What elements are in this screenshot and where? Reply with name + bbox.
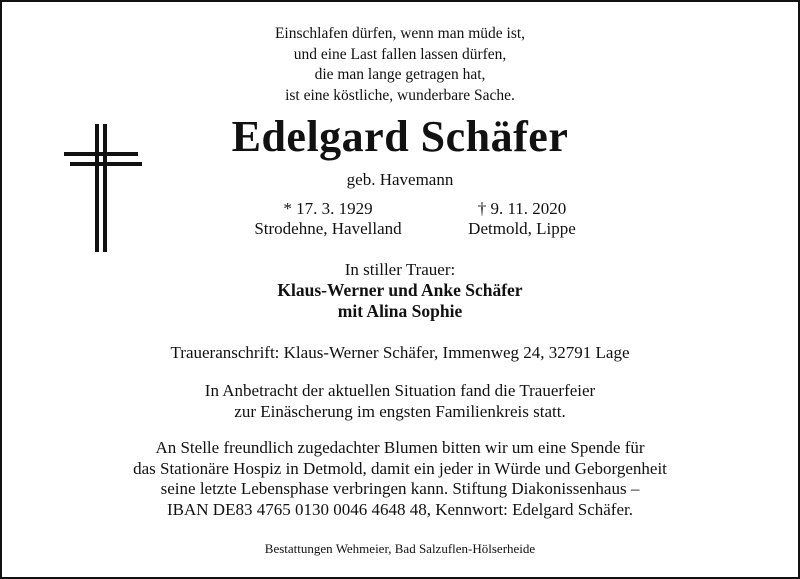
- poem-line: ist eine köstliche, wunderbare Sache.: [285, 86, 515, 104]
- birth-date: * 17. 3. 1929: [283, 199, 373, 218]
- death-date: † 9. 11. 2020: [477, 199, 567, 218]
- deceased-name: Edelgard Schäfer: [231, 112, 569, 161]
- ceremony-line: In Anbetracht der aktuellen Situation fand die Trauerfeier: [204, 381, 596, 400]
- donation-line: IBAN DE83 4765 0130 0046 4648 48, Kennwort: Edelgard Schäfer.: [166, 499, 633, 519]
- donation-line: An Stelle freundlich zugedachter Blumen bitten wir um eine Spende für: [155, 438, 645, 457]
- mourner-names: Klaus-Werner und Anke Schäfer: [277, 280, 523, 300]
- poem: [2, 24, 798, 106]
- mourners: [2, 259, 798, 322]
- mourning-address: Traueranschrift: Klaus-Werner Schäfer, Immenweg 24, 32791 Lage: [170, 343, 630, 362]
- maiden-name: geb. Havemann: [346, 170, 454, 189]
- death-place: Detmold, Lippe: [468, 219, 576, 238]
- mourner-names-2: mit Alina Sophie: [337, 301, 463, 321]
- poem-line: und eine Last fallen lassen dürfen,: [293, 45, 507, 63]
- birth-info: [228, 199, 428, 239]
- donation-request: [2, 438, 798, 520]
- mourning-intro: In stiller Trauer:: [344, 260, 456, 279]
- poem-line: die man lange getragen hat,: [314, 66, 486, 83]
- donation-line: das Stationäre Hospiz in Detmold, damit ein jeder in Würde und Geborgenheit: [133, 458, 667, 478]
- funeral-home: Bestattungen Wehmeier, Bad Salzuflen-Hölserheide: [264, 541, 536, 556]
- birth-place: Strodehne, Havelland: [254, 219, 402, 238]
- donation-line: seine letzte Lebensphase verbringen kann. Stiftung Diakonissenhaus –: [160, 479, 640, 498]
- ceremony-notice: [2, 381, 798, 422]
- death-info: [422, 199, 622, 239]
- ceremony-line: zur Einäscherung im engsten Familienkreis statt.: [234, 401, 566, 421]
- poem-line: Einschlafen dürfen, wenn man müde ist,: [274, 25, 526, 42]
